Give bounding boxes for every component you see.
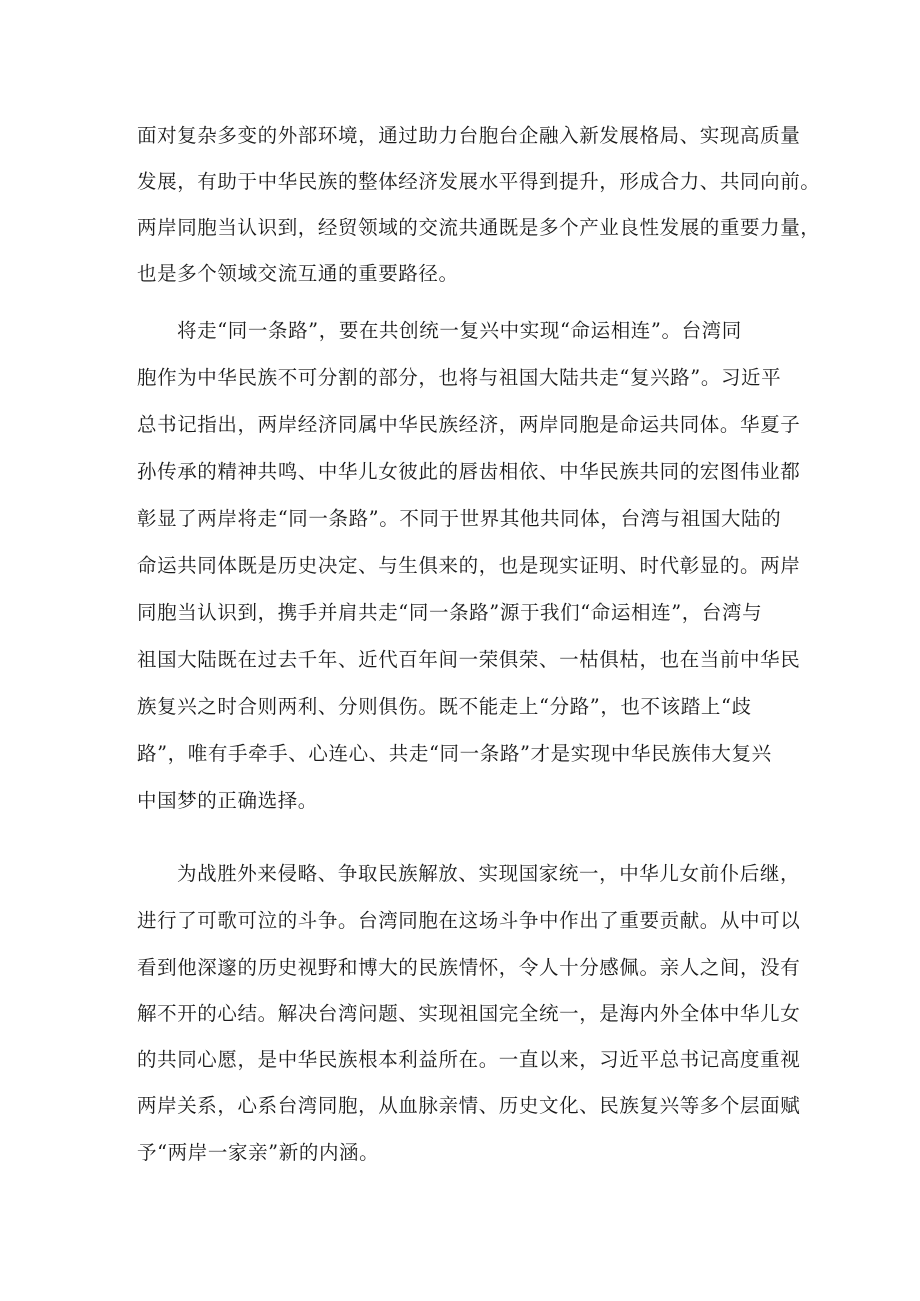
text-line: 解不开的心结。解决台湾问题、实现祖国完全统一，是海内外全体中华儿女 [137,1002,801,1025]
text-line: 胞作为中华民族不可分割的部分，也将与祖国大陆共走“复兴路”。习近平 [137,366,782,389]
text-line: 为战胜外来侵略、争取民族解放、实现国家统一，中华儿女前仆后继， [177,862,801,885]
text-line: 两岸同胞当认识到，经贸领域的交流共通既是多个产业良性发展的重要力量， [137,216,821,239]
text-line: 彰显了两岸将走“同一条路”。不同于世界其他共同体，台湾与祖国大陆的 [137,507,782,530]
text-line: 两岸关系，心系台湾同胞，从血脉亲情、历史文化、民族复兴等多个层面赋 [137,1094,801,1117]
text-line: 予“两岸一家亲”新的内涵。 [137,1141,380,1164]
text-line: 总书记指出，两岸经济同属中华民族经济，两岸同胞是命运共同体。华夏子 [137,413,801,436]
text-line: 路”，唯有手牵手、心连心、共走“同一条路”才是实现中华民族伟大复兴 [137,742,772,765]
text-line: 中国梦的正确选择。 [137,789,318,812]
text-line: 面对复杂多变的外部环境，通过助力台胞台企融入新发展格局、实现高质量 [137,124,801,147]
text-line: 祖国大陆既在过去千年、近代百年间一荣俱荣、一枯俱枯，也在当前中华民 [137,648,801,671]
text-line: 也是多个领域交流互通的重要路径。 [137,262,459,285]
text-line: 同胞当认识到，携手并肩共走“同一条路”源于我们“命运相连”，台湾与 [137,601,763,624]
text-line: 看到他深邃的历史视野和博大的民族情怀，令人十分感佩。亲人之间，没有 [137,956,801,979]
text-line: 族复兴之时合则两利、分则俱伤。既不能走上“分路”，也不该踏上“歧 [137,695,752,718]
text-line: 将走“同一条路”，要在共创统一复兴中实现“命运相连”。台湾同 [177,319,742,342]
text-line: 发展，有助于中华民族的整体经济发展水平得到提升，形成合力、共同向前。 [137,170,821,193]
text-line: 孙传承的精神共鸣、中华儿女彼此的唇齿相依、中华民族共同的宏图伟业都 [137,460,801,483]
text-line: 命运共同体既是历史决定、与生俱来的，也是现实证明、时代彰显的。两岸 [137,554,801,577]
text-line: 的共同心愿，是中华民族根本利益所在。一直以来，习近平总书记高度重视 [137,1048,801,1071]
text-line: 进行了可歌可泣的斗争。台湾同胞在这场斗争中作出了重要贡献。从中可以 [137,909,801,932]
